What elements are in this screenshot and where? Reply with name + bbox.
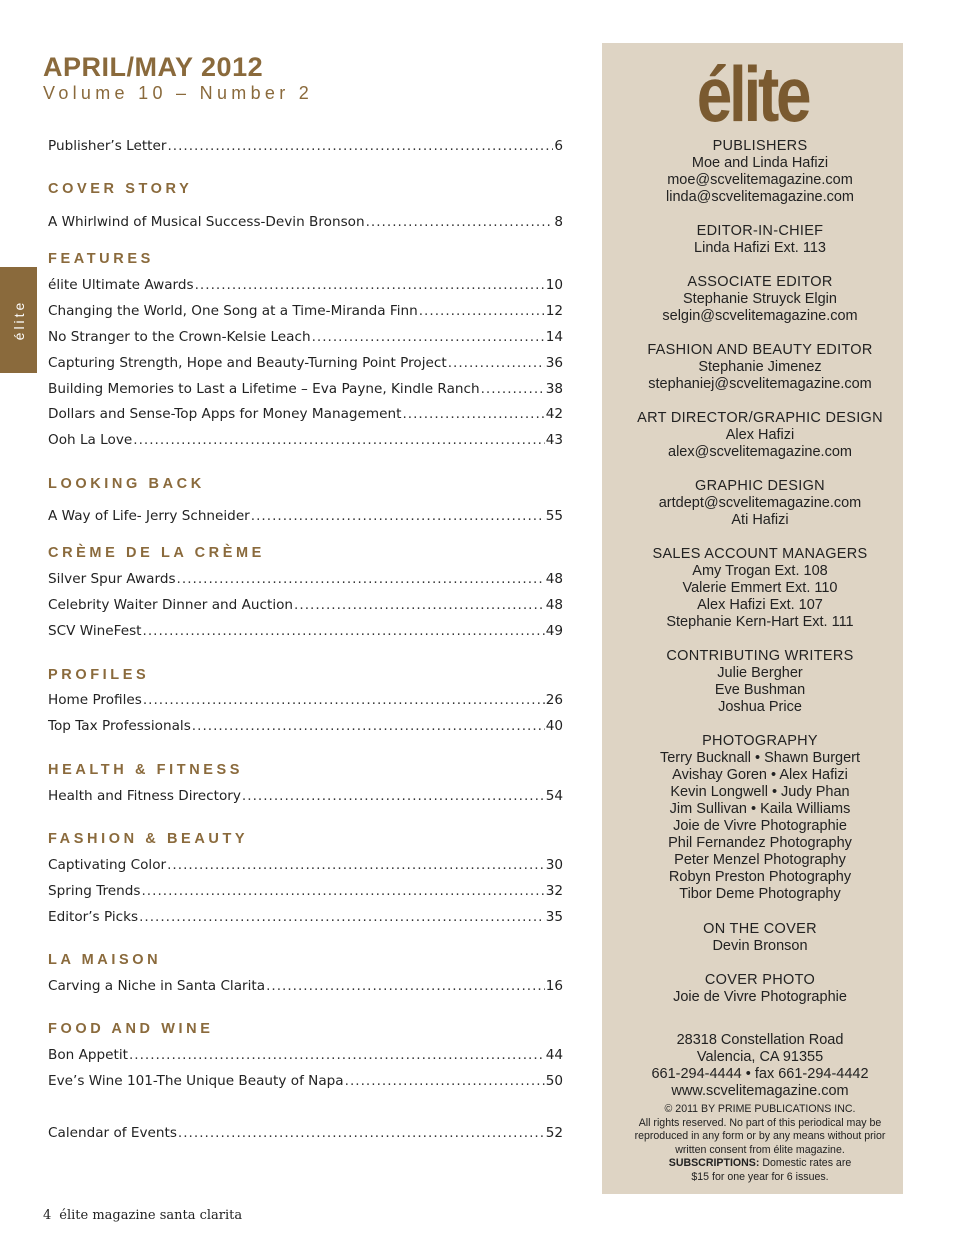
toc-entry-page: 10 [545,277,563,293]
masthead-heading: ART DIRECTOR/GRAPHIC DESIGN [637,410,883,426]
toc-entry-title: Capturing Strength, Hope and Beauty-Turning Point Project [48,355,447,371]
masthead-heading: PHOTOGRAPHY [702,733,818,749]
section-heading: FEATURES [48,251,154,267]
copyright-notice [602,1103,918,1184]
toc-entry-page: 26 [545,692,563,708]
toc-entry[interactable] [48,1073,563,1089]
issue-date: APRIL/MAY 2012 [43,52,264,82]
masthead-heading: FASHION AND BEAUTY EDITOR [647,342,873,358]
toc-entry-page: 32 [545,883,563,899]
masthead-line: 661-294-4444 • fax 661-294-4442 [651,1066,869,1082]
toc-entry-page: 44 [545,1047,563,1063]
masthead-line[interactable]: stephaniej@scvelitemagazine.com [648,376,872,392]
masthead-line: Joie de Vivre Photographie [673,818,847,834]
leader-dots [195,277,545,293]
toc-entry-title: A Way of Life- Jerry Schneider [48,508,250,524]
leader-dots [167,857,545,873]
toc-entry[interactable] [48,623,563,639]
masthead-line: Devin Bronson [712,938,808,954]
masthead-block [602,478,918,529]
masthead-line: Alex Hafizi [725,427,795,443]
masthead-line: Stephanie Kern-Hart Ext. 111 [666,614,854,630]
toc-entry-title: Carving a Niche in Santa Clarita [48,978,266,994]
toc-entry[interactable] [48,329,563,345]
masthead-line: Peter Menzel Photography [674,852,846,868]
subscriptions-text: Domestic rates are [759,1157,852,1169]
leader-dots [143,692,545,708]
toc-entry[interactable] [48,303,563,319]
publication-name: élite magazine santa clarita [59,1208,243,1223]
toc-entry-title: Dollars and Sense-Top Apps for Money Management [48,406,402,422]
masthead-block [602,546,918,631]
leader-dots [143,623,545,639]
leader-dots [133,432,544,448]
leader-dots [366,214,554,230]
leader-dots [139,909,545,925]
masthead-panel [602,43,903,1194]
section-heading: FASHION & BEAUTY [48,831,249,847]
elite-logo: élite [696,50,809,138]
toc-entry[interactable] [48,355,563,371]
toc-entry[interactable] [48,909,563,925]
masthead-heading: GRAPHIC DESIGN [695,478,825,494]
legal-line: reproduced in any form or by any means without prior [634,1130,886,1142]
masthead-heading: ASSOCIATE EDITOR [687,274,833,290]
toc-entry-page: 6 [554,138,563,154]
toc-entry-page: 48 [545,597,563,613]
toc-entry-title: Publisher’s Letter [48,138,167,154]
masthead-line: Terry Bucknall • Shawn Burgert [659,750,861,766]
section-heading: HEALTH & FITNESS [48,762,244,778]
masthead-block [602,410,918,461]
masthead-line: Valencia, CA 91355 [696,1049,824,1065]
masthead-line: Ati Hafizi [731,512,789,528]
toc-entry[interactable] [48,788,563,804]
masthead-line: Amy Trogan Ext. 108 [692,563,828,579]
masthead-line[interactable]: moe@scvelitemagazine.com [667,172,853,188]
toc-entry-title: A Whirlwind of Musical Success-Devin Bronson [48,214,365,230]
toc-entry[interactable] [48,1047,563,1063]
section-heading: COVER STORY [48,181,193,197]
section-heading: LA MAISON [48,952,162,968]
masthead-heading: CONTRIBUTING WRITERS [666,648,854,664]
masthead-line: Tibor Deme Photography [679,886,841,902]
leader-dots [402,406,544,422]
leader-dots [312,329,545,345]
toc-entry-page: 42 [545,406,563,422]
toc-entry[interactable] [48,508,563,524]
subscriptions-line [602,1157,918,1171]
toc-entry-page: 52 [545,1125,563,1141]
masthead-line: Julie Bergher [717,665,803,681]
legal-line: $15 for one year for 6 issues. [691,1170,829,1183]
toc-entry[interactable] [48,692,563,708]
subscriptions-label: SUBSCRIPTIONS: [668,1157,760,1169]
page-number: 4 [43,1208,52,1223]
leader-dots [192,718,545,734]
leader-dots [251,508,545,524]
toc-entry-title: Celebrity Waiter Dinner and Auction [48,597,294,613]
volume-number: Volume 10 – Number 2 [43,83,314,103]
masthead-line: Joshua Price [718,699,802,715]
toc-entry-page: 55 [545,508,563,524]
masthead-line[interactable]: artdept@scvelitemagazine.com [658,495,862,511]
legal-line: © 2011 BY PRIME PUBLICATIONS INC. [664,1103,856,1115]
toc-entry-title: Bon Appetit [48,1047,128,1063]
masthead-heading: ON THE COVER [703,921,817,937]
masthead-heading: COVER PHOTO [704,972,816,988]
leader-dots [266,978,545,994]
toc-entry[interactable] [48,138,563,154]
masthead-line[interactable]: linda@scvelitemagazine.com [666,189,854,205]
leader-dots [481,381,545,397]
masthead-line[interactable]: www.scvelitemagazine.com [671,1083,849,1099]
masthead-line[interactable]: alex@scvelitemagazine.com [668,444,852,460]
toc-entry-page: 48 [545,571,563,587]
section-heading: CRÈME DE LA CRÈME [48,545,265,561]
toc-entry[interactable] [48,406,563,422]
toc-entry-page: 43 [545,432,563,448]
toc-entry-title: Editor’s Picks [48,909,139,925]
leader-dots [242,788,545,804]
toc-entry-title: Spring Trends [48,883,141,899]
page-footer [43,1208,242,1223]
leader-dots [294,597,545,613]
section-heading: LOOKING BACK [48,476,205,492]
toc-entry-page: 16 [545,978,563,994]
leader-dots [448,355,545,371]
masthead-block [602,972,918,1006]
masthead-block [602,274,918,325]
toc-entry-title: Changing the World, One Song at a Time-Miranda Finn [48,303,418,319]
masthead-line: Moe and Linda Hafizi [691,155,829,171]
leader-dots [167,138,553,154]
toc-entry-title: Building Memories to Last a Lifetime – Eva Payne, Kindle Ranch [48,381,480,397]
masthead-line: Alex Hafizi Ext. 107 [697,597,823,613]
toc-entry[interactable] [48,277,563,293]
masthead-line: Valerie Emmert Ext. 110 [682,580,838,596]
toc-entry[interactable] [48,883,563,899]
leader-dots [345,1073,545,1089]
legal-line: written consent from élite magazine. [675,1143,845,1156]
masthead-block [602,342,918,393]
toc-entry-page: 40 [545,718,563,734]
masthead-line: Linda Hafizi Ext. 113 [694,240,826,256]
legal-line: All rights reserved. No part of this periodical may be [638,1116,882,1129]
toc-entry[interactable] [48,857,563,873]
masthead-block [602,1032,918,1100]
masthead-line: 28318 Constellation Road [676,1032,844,1048]
toc-entry-title: Eve’s Wine 101-The Unique Beauty of Napa [48,1073,344,1089]
masthead-line: Avishay Goren • Alex Hafizi [672,767,848,783]
toc-entry[interactable] [48,381,563,397]
toc-entry-title: Calendar of Events [48,1125,177,1141]
toc-entry-page: 14 [545,329,563,345]
toc-entry[interactable] [48,1125,563,1141]
side-tab-label: élite [10,299,27,341]
masthead-block [602,223,918,257]
toc-entry-title: Home Profiles [48,692,142,708]
leader-dots [141,883,544,899]
toc-entry-title: Top Tax Professionals [48,718,191,734]
toc-entry-title: Silver Spur Awards [48,571,176,587]
toc-entry[interactable] [48,432,563,448]
toc-entry[interactable] [48,597,563,613]
toc-entry-page: 8 [554,214,563,230]
masthead-block [602,138,918,206]
masthead-block [602,921,918,955]
masthead-line: Eve Bushman [714,682,806,698]
masthead-heading: SALES ACCOUNT MANAGERS [652,546,868,562]
masthead-line: Stephanie Jimenez [698,359,822,375]
masthead-heading: PUBLISHERS [712,138,808,154]
masthead-line: Joie de Vivre Photographie [673,989,847,1005]
toc-entry-page: 38 [545,381,563,397]
leader-dots [129,1047,545,1063]
toc-entry-title: No Stranger to the Crown-Kelsie Leach [48,329,311,345]
masthead-block [602,648,918,716]
toc-entry-page: 49 [545,623,563,639]
masthead-line[interactable]: selgin@scvelitemagazine.com [662,308,858,324]
masthead-line: Stephanie Struyck Elgin [683,291,837,307]
toc-entry-page: 54 [545,788,563,804]
toc-entry-page: 36 [545,355,563,371]
section-heading: FOOD AND WINE [48,1021,214,1037]
masthead-line: Kevin Longwell • Judy Phan [670,784,850,800]
masthead-line: Phil Fernandez Photography [668,835,852,851]
leader-dots [419,303,545,319]
masthead-heading: EDITOR-IN-CHIEF [696,223,824,239]
leader-dots [178,1125,545,1141]
masthead-block [602,733,918,903]
toc-entry-title: Ooh La Love [48,432,133,448]
toc-entry-title: Health and Fitness Directory [48,788,241,804]
masthead-line: Robyn Preston Photography [668,869,852,885]
toc-entry[interactable] [48,978,563,994]
side-tab [0,267,37,373]
leader-dots [177,571,545,587]
toc-entry[interactable] [48,571,563,587]
toc-entry-title: Captivating Color [48,857,167,873]
toc-entry[interactable] [48,214,563,230]
toc-entry-page: 35 [545,909,563,925]
section-heading: PROFILES [48,667,150,683]
toc-entry-page: 30 [545,857,563,873]
toc-entry-title: élite Ultimate Awards [48,277,194,293]
toc-entry-page: 12 [545,303,563,319]
masthead-line: Jim Sullivan • Kaila Williams [669,801,851,817]
toc-entry-title: SCV WineFest [48,623,142,639]
toc-entry[interactable] [48,718,563,734]
toc-entry-page: 50 [545,1073,563,1089]
